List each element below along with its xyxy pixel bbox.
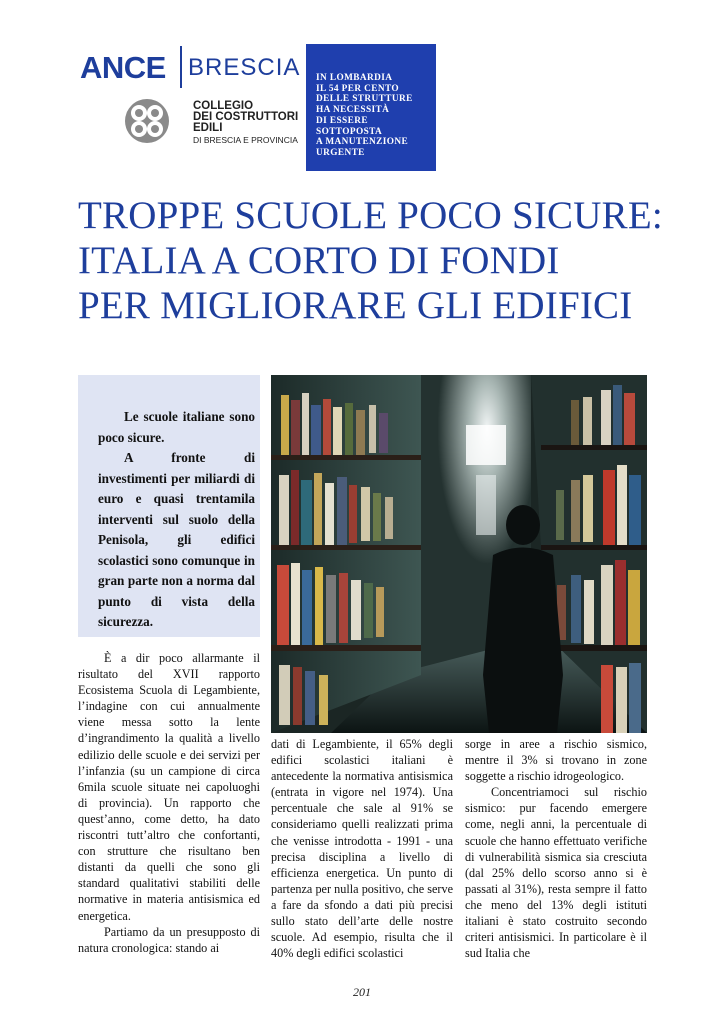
body-column-3 xyxy=(465,736,647,961)
ance-wordmark: ANCE xyxy=(80,50,166,85)
lead-paragraph-2: A fronte di investimenti per miliardi di euro e quasi trentamila interventi sul suolo della Penisola, gli edifici scolastici sono comunque in gran parte non a norma dal punto di vista della sicurezza. xyxy=(98,450,255,629)
college-subtitle: DI BRESCIA E PROVINCIA xyxy=(193,135,298,145)
body-paragraph: È a dir poco allarmante il risultato del XVII rapporto Ecosistema Scuola di Legambiente, l’indagine con cui annualmente viene messa sotto la lente d’ingrandimento la qualità a livello edilizio delle scuole e dei servizi per l’infanzia (su un campione di circa 6mila scuole situate nei capoluoghi di provincia). Un rapporto che quest’anno, come detto, ha dato riscontri tutt’altro che confortanti, con strutture che risultano ben distanti da quelli che sono gli standard qualitativi stabiliti delle normative in materia antisismica ed energetica. xyxy=(78,651,260,923)
body-column-2 xyxy=(271,736,453,961)
highlight-box: IN LOMBARDIA IL 54 PER CENTO DELLE STRUTTURE HA NECESSITÀ DI ESSERE SOTTOPOSTA A MANUTENZIONE URGENTE xyxy=(306,44,436,171)
logo-divider xyxy=(180,46,182,88)
body-paragraph: Concentriamoci sul rischio sismico: pur facendo emergere come, negli anni, la percentuale di scuole che hanno effettuato verifiche di vulnerabilità sismica sia cresciuta (dal 25% dello scorso anno si è passati al 31%), resta sempre il fatto che meno del 13% degli istituti italiani è stato costruito secondo criteri antisismici. In particolare è il sud Italia che xyxy=(465,785,647,961)
body-paragraph: sorge in aree a rischio sismico, mentre il 3% si trovano in zone soggette a rischio idrogeologico. xyxy=(465,737,647,784)
ance-logo xyxy=(80,44,300,164)
lead-paragraph-1: Le scuole italiane sono poco sicure. xyxy=(98,409,255,445)
body-column-1 xyxy=(78,650,260,956)
library-corridor-photo xyxy=(271,375,647,733)
lead-box xyxy=(78,375,260,637)
body-paragraph: Partiamo da un presupposto di natura cronologica: stando ai xyxy=(78,924,260,955)
body-paragraph: dati di Legambiente, il 65% degli edifici scolastici italiani è antecedente la normativa antisismica (entrata in vigore nel 1974). Una percentuale che sale al 91% se consideriamo quelli realizzati prima che venisse introdotta - 1991 - una precisa disciplina a livello di efficienza energetica. Un punto di partenza per nulla positivo, che serve a fare da sfondo a dati più precisi sullo stato dell’arte delle nostre scuole. Ad esempio, risulta che il 40% degli edifici scolastici xyxy=(271,737,453,961)
page-number: 201 xyxy=(353,985,371,999)
college-name: COLLEGIO DEI COSTRUTTORI EDILI DI BRESCIA E PROVINCIA xyxy=(193,100,299,145)
city-wordmark: BRESCIA xyxy=(188,54,301,81)
college-emblem-icon xyxy=(124,98,170,144)
article-title: TROPPE SCUOLE POCO SICURE: ITALIA A CORTO DI FONDI PER MIGLIORARE GLI EDIFICI xyxy=(78,194,663,327)
